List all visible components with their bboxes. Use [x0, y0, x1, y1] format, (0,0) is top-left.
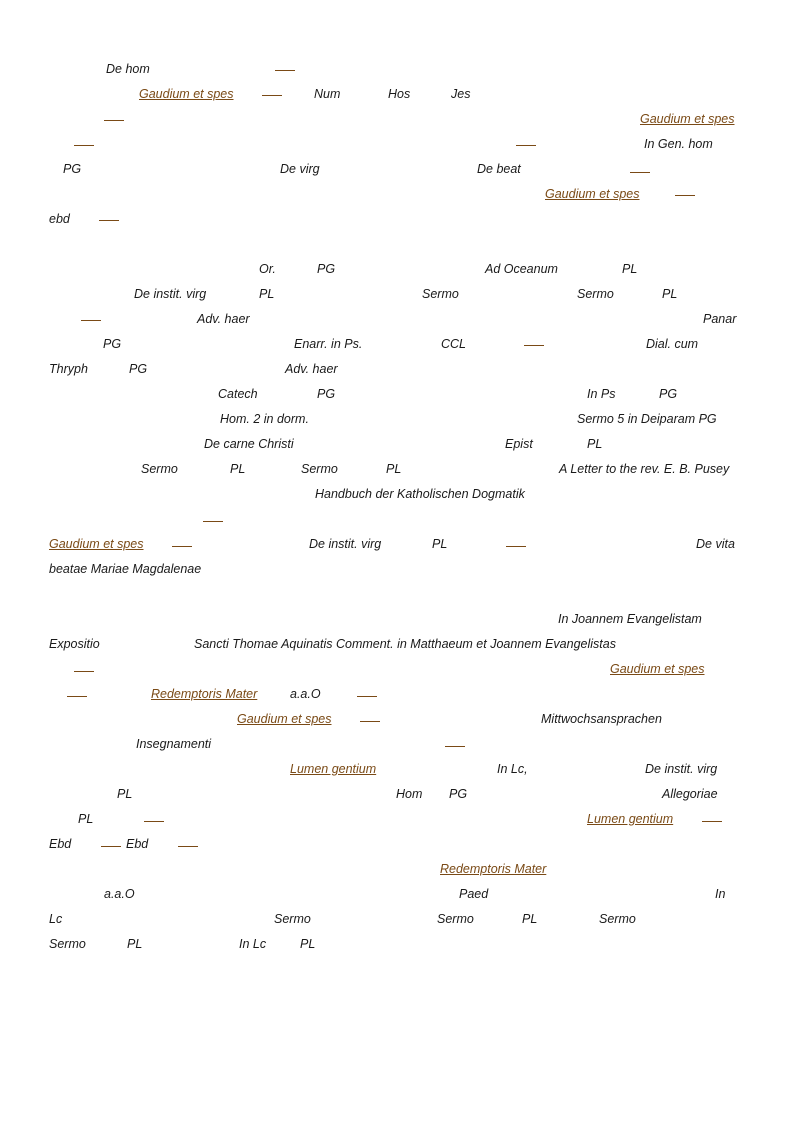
citation-text: Ad Oceanum	[485, 262, 558, 276]
citation-text: Catech	[218, 387, 258, 401]
citation-text: In Ps	[587, 387, 616, 401]
citation-text: Or.	[259, 262, 276, 276]
citation-text: Adv. haer	[197, 312, 250, 326]
citation-text: De virg	[280, 162, 320, 176]
citation-text: De instit. virg	[134, 287, 207, 301]
document-link[interactable]: Gaudium et spes	[139, 87, 234, 101]
citation-text: Jes	[451, 87, 471, 101]
citation-text: De beat	[477, 162, 521, 176]
footnote-link-blank[interactable]	[172, 546, 192, 547]
citation-text: PG	[103, 337, 122, 351]
citation-text: In Lc	[239, 937, 267, 951]
document-link[interactable]: Gaudium et spes	[237, 712, 332, 726]
citation-text: PL	[522, 912, 538, 926]
citation-text: Allegoriae	[662, 787, 718, 801]
citation-text: De instit. virg	[309, 537, 382, 551]
footnote-link-blank[interactable]	[524, 345, 544, 346]
citation-text: PL	[230, 462, 246, 476]
citation-text: Lc	[49, 912, 63, 926]
citation-text: Sermo	[274, 912, 311, 926]
citation-text: PL	[432, 537, 448, 551]
citation-text: In Joannem Evangelistam	[558, 612, 702, 626]
citation-text: PL	[78, 812, 94, 826]
citation-text: Sermo 5 in Deiparam PG	[577, 412, 717, 426]
footnote-link-blank[interactable]	[506, 546, 526, 547]
citation-text: De carne Christi	[204, 437, 294, 451]
citation-text: a.a.O	[290, 687, 321, 701]
citation-text: PG	[63, 162, 82, 176]
citation-text: Sermo	[301, 462, 338, 476]
document-link[interactable]: Lumen gentium	[290, 762, 377, 776]
footnote-link-blank[interactable]	[81, 320, 101, 321]
citation-text: PG	[659, 387, 678, 401]
footnote-link-blank[interactable]	[67, 696, 87, 697]
citation-text: Hom. 2 in dorm.	[220, 412, 309, 426]
footnote-link-blank[interactable]	[275, 70, 295, 71]
citation-text: ebd	[49, 212, 70, 226]
citation-text: Handbuch der Katholischen Dogmatik	[315, 487, 525, 501]
citation-text: PL	[622, 262, 638, 276]
citation-text: Enarr. in Ps.	[294, 337, 363, 351]
document-link[interactable]: Gaudium et spes	[545, 187, 640, 201]
citation-text: Sermo	[422, 287, 459, 301]
footnote-link-blank[interactable]	[702, 821, 722, 822]
footnote-link-blank[interactable]	[178, 846, 198, 847]
citation-text: Paed	[459, 887, 489, 901]
citation-text: Hom	[396, 787, 423, 801]
citation-text: In	[715, 887, 726, 901]
document-link[interactable]: Redemptoris Mater	[440, 862, 547, 876]
footnote-link-blank[interactable]	[99, 220, 119, 221]
footnote-link-blank[interactable]	[74, 671, 94, 672]
citation-text: PG	[317, 387, 336, 401]
citation-text: Dial. cum	[646, 337, 699, 351]
footnote-link-blank[interactable]	[144, 821, 164, 822]
citation-text: Panar	[703, 312, 737, 326]
citation-text: PL	[127, 937, 143, 951]
footnote-link-blank[interactable]	[630, 172, 650, 173]
citation-text: Sermo	[577, 287, 614, 301]
citation-text: PL	[587, 437, 603, 451]
citation-text: beatae Mariae Magdalenae	[49, 562, 202, 576]
citation-text: Mittwochsansprachen	[541, 712, 662, 726]
citation-text: In Lc,	[497, 762, 528, 776]
citation-text: Ebd	[49, 837, 72, 851]
document-link[interactable]: Gaudium et spes	[640, 112, 735, 126]
citation-text: Adv. haer	[285, 362, 338, 376]
footnote-link-blank[interactable]	[262, 95, 282, 96]
footnote-link-blank[interactable]	[104, 120, 124, 121]
footnote-link-blank[interactable]	[445, 746, 465, 747]
footnote-link-blank[interactable]	[357, 696, 377, 697]
citation-text: PG	[129, 362, 148, 376]
citation-text: PL	[386, 462, 402, 476]
citation-text: Sermo	[49, 937, 86, 951]
footnote-link-blank[interactable]	[74, 145, 94, 146]
citation-text: De instit. virg	[645, 762, 718, 776]
citation-text: Num	[314, 87, 341, 101]
citation-text: PL	[117, 787, 133, 801]
citation-text: PG	[449, 787, 468, 801]
citation-text: PL	[300, 937, 316, 951]
citation-text: Sermo	[437, 912, 474, 926]
footnote-link-blank[interactable]	[516, 145, 536, 146]
citation-text: CCL	[441, 337, 467, 351]
citation-text: PL	[259, 287, 275, 301]
citation-text: PG	[317, 262, 336, 276]
citation-text: De hom	[106, 62, 150, 76]
footnote-link-blank[interactable]	[101, 846, 121, 847]
citation-text: Sancti Thomae Aquinatis Comment. in Matthaeum et Joannem Evangelistas	[194, 637, 616, 651]
citation-text: Hos	[388, 87, 411, 101]
citation-text: Thryph	[49, 362, 88, 376]
document-link[interactable]: Redemptoris Mater	[151, 687, 258, 701]
citation-text: Epist	[505, 437, 533, 451]
footnote-link-blank[interactable]	[360, 721, 380, 722]
document-link[interactable]: Gaudium et spes	[49, 537, 144, 551]
footnote-link-blank[interactable]	[675, 195, 695, 196]
document-link[interactable]: Lumen gentium	[587, 812, 674, 826]
document-link[interactable]: Gaudium et spes	[610, 662, 705, 676]
citation-text: In Gen. hom	[644, 137, 713, 151]
citation-text: Expositio	[49, 637, 100, 651]
citation-text: A Letter to the rev. E. B. Pusey	[559, 462, 730, 476]
citation-text: Sermo	[599, 912, 636, 926]
citation-text: Ebd	[126, 837, 149, 851]
citation-text: a.a.O	[104, 887, 135, 901]
citation-text: Insegnamenti	[136, 737, 212, 751]
footnote-link-blank[interactable]	[203, 521, 223, 522]
citation-text: Sermo	[141, 462, 178, 476]
citation-text: PL	[662, 287, 678, 301]
citation-text: De vita	[696, 537, 735, 551]
